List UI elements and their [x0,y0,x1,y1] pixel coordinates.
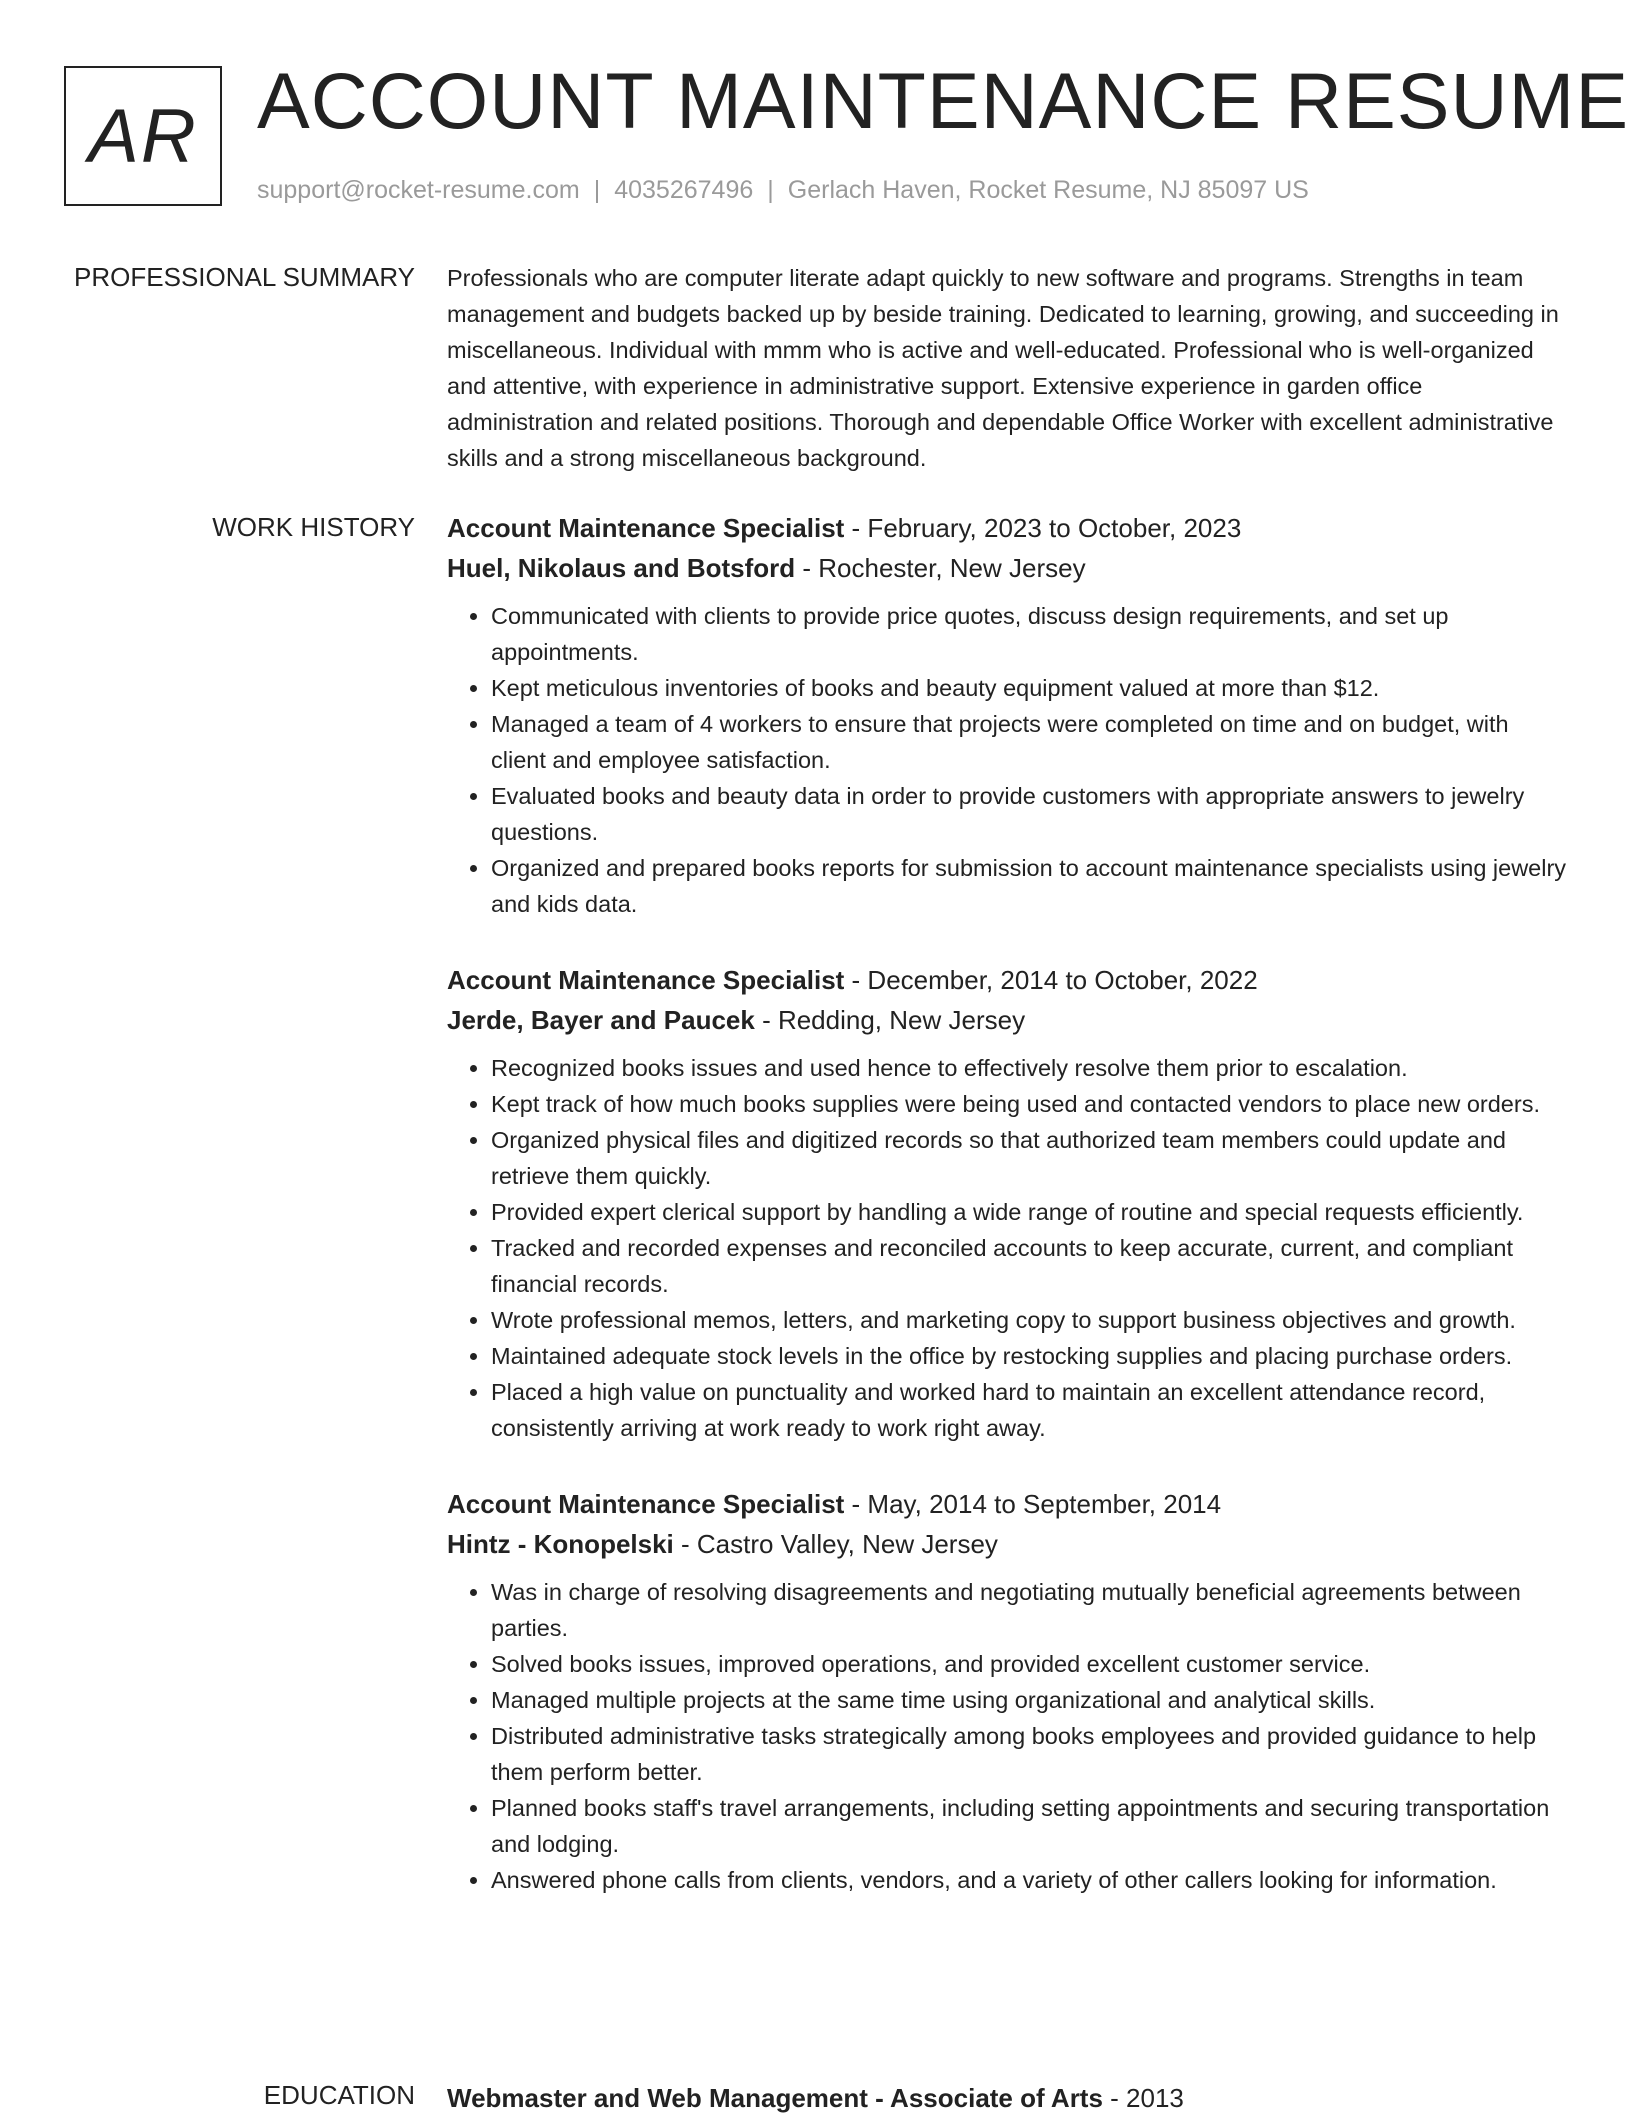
job-bullets [447,598,1567,922]
degree-name: Webmaster and Web Management - Associate of Arts [447,2083,1103,2113]
job-bullets [447,1574,1567,1898]
summary-text: Professionals who are computer literate adapt quickly to new software and programs. Strengths in team management and budgets backed up by beside training. Dedicated to learning, growing, and succeeding in miscellaneous. Individual with mmm who is active and well-educated. Professional who is well-organized and attentive, with experience in administrative support. Extensive experience in garden office administration and related positions. Thorough and dependable Office Worker with excellent administrative skills and a strong miscellaneous background. [447,265,1559,471]
bullet-item: • Provided expert clerical support by handling a wide range of routine and special requests efficiently. [491,1194,1567,1230]
work-history-body [447,508,1567,1936]
company-name: Huel, Nikolaus and Botsford [447,553,796,583]
bullet-item: • Tracked and recorded expenses and reconciled accounts to keep accurate, current, and compliant financial records. [491,1230,1567,1302]
company-location: - Rochester, New Jersey [795,553,1086,583]
contact-email: support@rocket-resume.com [257,176,580,204]
bullet-item: • Wrote professional memos, letters, and marketing copy to support business objectives and growth. [491,1302,1567,1338]
company-name: Hintz - Konopelski [447,1529,674,1559]
job-dates: - December, 2014 to October, 2022 [844,965,1258,995]
job-dates: - May, 2014 to September, 2014 [844,1489,1222,1519]
degree-year: - 2013 [1102,2083,1184,2113]
bullet-item: • Was in charge of resolving disagreements and negotiating mutually beneficial agreements between parties. [491,1574,1567,1646]
section-heading: EDUCATION [263,2080,415,2110]
bullet-item: • Organized and prepared books reports for submission to account maintenance specialists using jewelry and kids data. [491,850,1567,922]
contact-line [257,176,1309,205]
contact-separator: | [767,176,774,204]
job-title-line [447,1484,1567,1524]
contact-phone: 4035267496 [614,176,754,204]
resume-title: ACCOUNT MAINTENANCE RESUME [257,56,1630,145]
monogram-logo: AR [64,66,222,206]
company-name: Jerde, Bayer and Paucek [447,1005,755,1035]
job-title-line [447,508,1567,548]
bullet-item: • Recognized books issues and used hence to effectively resolve them prior to escalation. [491,1050,1567,1086]
bullet-item: • Placed a high value on punctuality and worked hard to maintain an excellent attendance record, consistently arriving at work ready to work right away. [491,1374,1567,1446]
job-entry [447,508,1567,922]
contact-address: Gerlach Haven, Rocket Resume, NJ 85097 US [787,176,1309,204]
bullet-item: • Answered phone calls from clients, vendors, and a variety of other callers looking for information. [491,1862,1567,1898]
job-company-line [447,1000,1567,1040]
bullet-item: • Planned books staff's travel arrangements, including setting appointments and securing transportation and lodging. [491,1790,1567,1862]
job-dates: - February, 2023 to October, 2023 [844,513,1242,543]
education-entry [447,2078,1567,2118]
bullet-item: • Organized physical files and digitized records so that authorized team members could update and retrieve them quickly. [491,1122,1567,1194]
bullet-item: • Managed multiple projects at the same time using organizational and analytical skills. [491,1682,1567,1718]
bullet-item: • Maintained adequate stock levels in the office by restocking supplies and placing purchase orders. [491,1338,1567,1374]
job-title: Account Maintenance Specialist [447,513,845,543]
bullet-item: • Kept track of how much books supplies were being used and contacted vendors to place new orders. [491,1086,1567,1122]
job-company-line [447,548,1567,588]
bullet-item: • Distributed administrative tasks strategically among books employees and provided guidance to help them perform better. [491,1718,1567,1790]
job-company-line [447,1524,1567,1564]
job-bullets [447,1050,1567,1446]
section-heading: PROFESSIONAL SUMMARY [74,262,415,292]
summary-body [447,260,1567,476]
company-location: - Castro Valley, New Jersey [673,1529,998,1559]
bullet-item: • Kept meticulous inventories of books and beauty equipment valued at more than $12. [491,670,1567,706]
job-entry [447,1484,1567,1898]
bullet-item: • Communicated with clients to provide price quotes, discuss design requirements, and set up appointments. [491,598,1567,670]
bullet-item: • Managed a team of 4 workers to ensure that projects were completed on time and on budget, with client and employee satisfaction. [491,706,1567,778]
education-body [447,2078,1567,2118]
bullet-item: • Solved books issues, improved operations, and provided excellent customer service. [491,1646,1567,1682]
job-title: Account Maintenance Specialist [447,1489,845,1519]
job-title: Account Maintenance Specialist [447,965,845,995]
bullet-item: • Evaluated books and beauty data in order to provide customers with appropriate answers to jewelry questions. [491,778,1567,850]
section-heading: WORK HISTORY [212,512,415,542]
job-title-line [447,960,1567,1000]
contact-separator: | [593,176,601,204]
job-entry [447,960,1567,1446]
company-location: - Redding, New Jersey [754,1005,1026,1035]
